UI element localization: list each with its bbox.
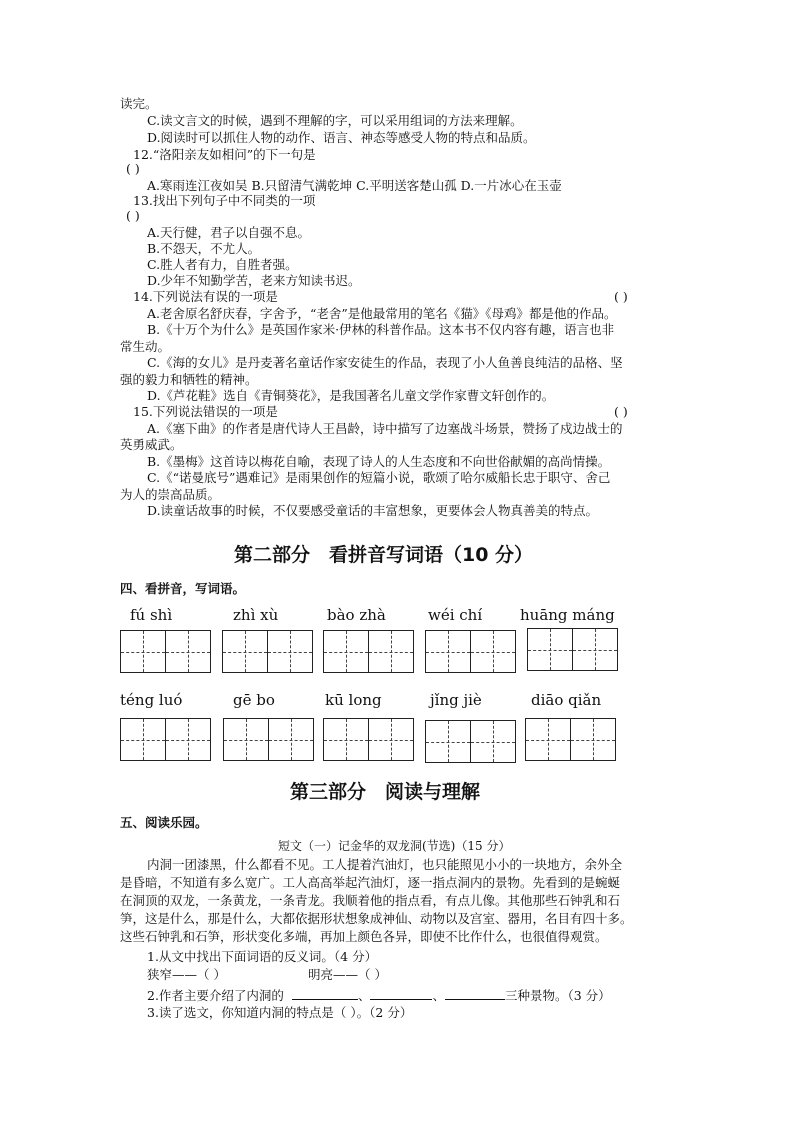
passage-line: 这些石钟乳和石笋，形状变化多端，再加上颜色各异，即使不比作什么，也很值得观赏。 [120,929,608,944]
option-c-line: C.读文言文的时候，遇到不理解的字，可以采用组词的方法来理解。 [147,113,523,128]
question-2-suffix: 三种景物。（3 分） [504,988,611,1003]
text-line: 为人的崇高品质。 [120,487,221,502]
option-a-line: A.《塞下曲》的作者是唐代诗人王昌龄，诗中描写了边塞战斗场景，赞扬了戍边战士的 [147,421,623,436]
pinyin-label: kū long [325,691,382,709]
pinyin-label: diāo qiǎn [531,691,602,709]
option-d-line: D.读童话故事的时候，不仅要感受童话的丰富想象，更要体会人物真善美的特点。 [147,503,599,518]
pinyin-label: zhì xù [233,606,279,624]
writing-box[interactable] [120,630,211,673]
passage-line: 在洞顶的双龙，一条黄龙，一条青龙。我顺着他的指点看，有点儿像。其他那些石钟乳和石 [120,893,621,908]
option-b-line: B.《十万个为什么》是英国作家米·伊林的科普作品。这本书不仅内容有趣，语言也非 [147,322,615,337]
question-1: 1.从文中找出下面词语的反义词。（4 分） [147,949,378,964]
separator: 、 [357,988,371,1003]
question-2 [147,987,611,1004]
option-c-line: C.胜人者有力，自胜者强。 [147,257,298,272]
part3-title: 第三部分 阅读与理解 [290,781,481,803]
option-c-line: C.《“诺曼底号”遇难记》是雨果创作的短篇小说，歌颂了哈尔威船长忠于职守、舍己 [147,470,611,485]
option-b-line: B.《墨梅》这首诗以梅花自喻，表现了诗人的人生态度和不向世俗献媚的高尚情操。 [147,454,611,469]
pinyin-label: gē bo [233,691,275,709]
passage-line: 内洞一团漆黑，什么都看不见。工人提着汽油灯，也只能照见小小的一块地方，余外全 [147,857,623,872]
answer-paren: ( ) [614,404,628,419]
antonym-blank-2[interactable]: 明亮——（ ） [308,967,387,982]
text-line: 读完。 [120,96,158,111]
writing-box[interactable] [222,630,313,673]
writing-box[interactable] [120,718,211,761]
part2-title: 第二部分 看拼音写词语（10 分） [234,544,534,566]
text-line: 强的毅力和牺牲的精神。 [120,372,258,387]
answer-blank[interactable] [445,987,505,1000]
option-a-line: A.天行健，君子以自强不息。 [147,225,311,240]
pinyin-label: huāng máng [520,606,615,624]
option-b-line: B.不怨天，不尤人。 [147,241,261,256]
question-13: 13.找出下列句子中不同类的一项 [133,193,316,208]
question-12: 12.“洛阳亲友如相问”的下一句是 [133,147,316,162]
answer-blank[interactable] [292,987,358,1000]
question-12-options: A.寒雨连江夜如吴 B.只留清气满乾坤 C.平明送客楚山孤 D.一片冰心在玉壶 [147,178,562,193]
pinyin-label: bào zhà [327,606,386,624]
writing-box[interactable] [425,720,516,763]
text-line: 常生动。 [120,339,171,354]
text-line: 英勇威武。 [120,437,183,452]
option-c-line: C.《海的女儿》是丹麦著名童话作家安徒生的作品，表现了小人鱼善良纯洁的品格、坚 [147,355,623,370]
question-2-prefix: 2.作者主要介绍了内洞的 [147,988,284,1003]
option-a-line: A.老舍原名舒庆春，字舍予，“老舍”是他最常用的笔名《猫》《母鸡》都是他的作品。 [147,306,617,321]
option-d-line: D.阅读时可以抓住人物的动作、语言、神态等感受人物的特点和品质。 [147,130,536,145]
question-15: 15.下列说法错误的一项是 [133,404,278,419]
answer-blank[interactable] [370,987,432,1000]
writing-box[interactable] [527,628,618,671]
writing-box[interactable] [223,718,314,761]
pinyin-label: jǐng jiè [430,691,482,709]
answer-paren: ( ) [614,289,628,304]
question-5: 五、阅读乐园。 [120,815,208,830]
pinyin-label: fú shì [130,606,173,624]
pinyin-label: wéi chí [428,606,483,624]
passage-title: 短文（一）记金华的双龙洞(节选)（15 分） [278,839,511,853]
separator: 、 [432,988,445,1003]
option-d-line: D.《芦花鞋》选自《青铜葵花》，是我国著名儿童文学作家曹文轩创作的。 [147,388,555,403]
question-14: 14.下列说法有误的一项是 [133,289,278,304]
passage-line: 是昏暗，不知道有多么宽广。工人高高举起汽油灯，逐一指点洞内的景物。先看到的是蜿蜒 [120,875,621,890]
answer-paren: ( ) [126,208,140,223]
writing-box[interactable] [425,630,516,673]
writing-box[interactable] [525,718,616,761]
passage-line: 笋，这是什么，那是什么，大都依据形状想象成神仙、动物以及宫室、器用，名目有四十多。 [120,911,633,926]
antonym-blank-1[interactable]: 狭窄——（ ） [147,967,226,982]
question-3: 3.读了选文，你知道内洞的特点是（ ）。（2 分） [147,1005,413,1020]
question-4: 四、看拼音，写词语。 [120,581,246,596]
writing-box[interactable] [323,630,414,673]
pinyin-label: téng luó [120,691,183,709]
answer-paren: ( ) [126,161,140,176]
writing-box[interactable] [323,718,414,761]
option-d-line: D.少年不知勤学苦，老来方知读书迟。 [147,273,361,288]
